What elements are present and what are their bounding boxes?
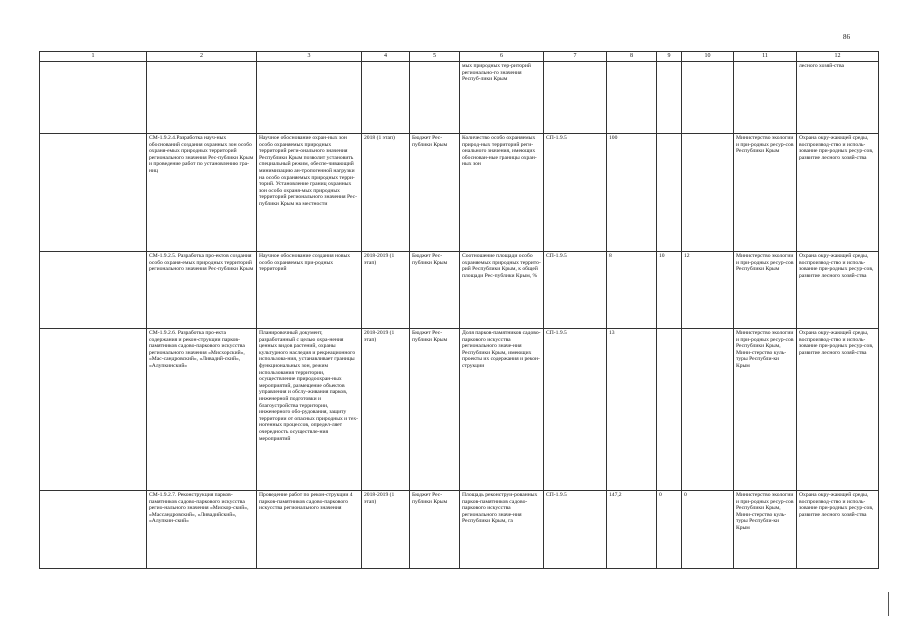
scan-edge-mark <box>888 592 889 616</box>
table-cell: Бюджет Рес-публики Крым <box>410 252 460 329</box>
table-cell: 100 <box>607 134 657 252</box>
col-header-7: 7 <box>544 52 607 62</box>
table-cell: 147,2 <box>607 491 657 569</box>
table-row <box>40 491 879 569</box>
table-cell: СП-1.9.5 <box>544 252 607 329</box>
table-cell: Охрана окру-жающей среды, воспроизвод-ство и исполь-зование при-родных ресур-сов, развитие лесного хозяй-ства <box>797 134 879 252</box>
table-cell: Охрана окру-жающей среды, воспроизвод-ство и исполь-зование при-родных ресур-сов, развитие лесного хозяй-ства <box>797 491 879 569</box>
table-cell: СМ-1.9.2.5. Разработка про-ектов создания особо охраня-емых природных территорий регионального значения Рес-публики Крым <box>147 252 257 329</box>
col-header-11: 11 <box>734 52 797 62</box>
table-cell: 0 <box>657 491 682 569</box>
table-cell <box>410 62 460 134</box>
table-row <box>40 134 879 252</box>
table-cell <box>682 329 734 491</box>
table-cell: Проведение работ по рекон-струкции 4 парков-памятников садово-паркового искусства регионального значения <box>257 491 362 569</box>
table-cell: Министерство экологии и при-родных ресур-сов Республики Крым <box>734 252 797 329</box>
table-cell: Площадь реконструи-рованных парков-памятников садово-паркового искусства регионального значе-ния Республики Крым, га <box>460 491 544 569</box>
table-cell: СМ-1.9.2.7. Реконструкция парков-памятников садово-паркового искусства регио-нального значения «Мискор-ский», «Массандровский», «Ливадийский», «Алупкин-ский» <box>147 491 257 569</box>
table-cell <box>682 62 734 134</box>
table-cell <box>607 62 657 134</box>
table-cell: 10 <box>657 252 682 329</box>
table-cell: 0 <box>682 491 734 569</box>
table-cell: Научное обоснование создания новых особо охраняемых при-родных территорий <box>257 252 362 329</box>
table-cell: СМ-1.9.2.4.Разработка науч-ных обоснований создания охранных зон особо охраня-емых природных территорий регионального значения Рес-публики Крым и проведение работ по установлению гра-ниц <box>147 134 257 252</box>
table-cell <box>257 62 362 134</box>
table-cell <box>40 134 147 252</box>
table-cell <box>40 329 147 491</box>
col-header-6: 6 <box>460 52 544 62</box>
table-cell <box>147 62 257 134</box>
table-row <box>40 62 879 134</box>
table-cell: Планировочный документ, разработанный с целью охра-нения ценных видов растений, охраны культурного наследия и рекреационного использова-ния, устанавливает границы функциональных зон, режим использования территории, осуществление природоохран-ных мероприятий, размещение объектов управления и обслу-живания парков, инженерной подготовки и благоустройства территории, инженерного обо-рудования, защиту территории от опасных природных и тех-ногенных процессов, определ-ляет очередность осуществле-ния мероприятий <box>257 329 362 491</box>
table-row <box>40 329 879 491</box>
col-header-5: 5 <box>410 52 460 62</box>
table-cell: Бюджет Рес-публики Крым <box>410 329 460 491</box>
table-cell: СП-1.9.5 <box>544 329 607 491</box>
table-cell: Доля парков-памятников садово-паркового искусства регионального значе-ния Республики Крым, имеющих проекты их содержания и рекон-струкции <box>460 329 544 491</box>
table-cell: Министерство экологии и при-родных ресур-сов Республики Крым, Мини-стерство куль-туры Республи-ки Крым <box>734 491 797 569</box>
col-header-9: 9 <box>657 52 682 62</box>
table-cell <box>362 62 410 134</box>
table-cell: Охрана окру-жающей среды, воспроизвод-ство и исполь-зование при-родных ресур-сов, развитие лесного хозяй-ства <box>797 252 879 329</box>
table-cell: Министерство экологии и при-родных ресур-сов Республики Крым <box>734 134 797 252</box>
table-cell <box>40 491 147 569</box>
col-header-10: 10 <box>682 52 734 62</box>
table-cell: Бюджет Рес-публики Крым <box>410 134 460 252</box>
header-row <box>40 52 879 62</box>
table-cell: 13 <box>607 329 657 491</box>
table-cell <box>682 134 734 252</box>
table-cell: 2018 (1 этап) <box>362 134 410 252</box>
table-cell: 2018-2019 (1 этап) <box>362 491 410 569</box>
col-header-1: 1 <box>40 52 147 62</box>
table-cell <box>734 62 797 134</box>
table-cell: 2018-2019 (1 этап) <box>362 252 410 329</box>
page-number: 86 <box>843 33 850 41</box>
col-header-12: 12 <box>797 52 879 62</box>
table-cell <box>657 329 682 491</box>
table-cell <box>657 134 682 252</box>
table-cell: Министерство экологии и при-родных ресур-сов Республики Крым, Мини-стерство куль-туры Республи-ки Крым <box>734 329 797 491</box>
table-cell: СМ-1.9.2.6. Разработка про-екта содержания и рекон-струкции парков-памятников садово-паркового искусства регионального значения «Мисхорский», «Мас-сандровский», «Ливадий-ский», «Алупкинский» <box>147 329 257 491</box>
table-cell: 12 <box>682 252 734 329</box>
col-header-3: 3 <box>257 52 362 62</box>
col-header-4: 4 <box>362 52 410 62</box>
plan-table <box>39 51 879 569</box>
table-cell: 2018-2019 (1 этап) <box>362 329 410 491</box>
table-cell <box>544 62 607 134</box>
table-cell: Бюджет Рес-публики Крым <box>410 491 460 569</box>
table-cell: СП-1.9.5 <box>544 491 607 569</box>
table-cell: Количество особо охраняемых природ-ных территорий реги-онального значения, имеющих обоснован-ные границы охран-ных зон <box>460 134 544 252</box>
table-cell <box>40 62 147 134</box>
table-cell: мых природных тер-риторий регионально-го значения Респуб-лики Крым <box>460 62 544 134</box>
col-header-2: 2 <box>147 52 257 62</box>
table-row <box>40 252 879 329</box>
table-cell <box>40 252 147 329</box>
table-cell: 8 <box>607 252 657 329</box>
table-cell: Охрана окру-жающей среды, воспроизвод-ство и исполь-зование при-родных ресур-сов, развитие лесного хозяй-ства <box>797 329 879 491</box>
table-cell: Научное обоснование охран-ных зон особо охраняемых природных территорий реги-онального значения Республики Крым позволит установить специальный режим, обеспе-чивающий минимизацию ан-тропогенной нагрузки на особо охраняемых природных терри-торий. Установление границ охранных зон особо охраня-мых природных территорий регионального значения Рес-публики Крым на местности <box>257 134 362 252</box>
col-header-8: 8 <box>607 52 657 62</box>
table-cell <box>657 62 682 134</box>
table-cell: Соотношение площади особо охраняемых природных террито-рий Республики Крым, к общей площади Рес-публики Крым, % <box>460 252 544 329</box>
table-cell: СП-1.9.5 <box>544 134 607 252</box>
table-cell: лесного хозяй-ства <box>797 62 879 134</box>
